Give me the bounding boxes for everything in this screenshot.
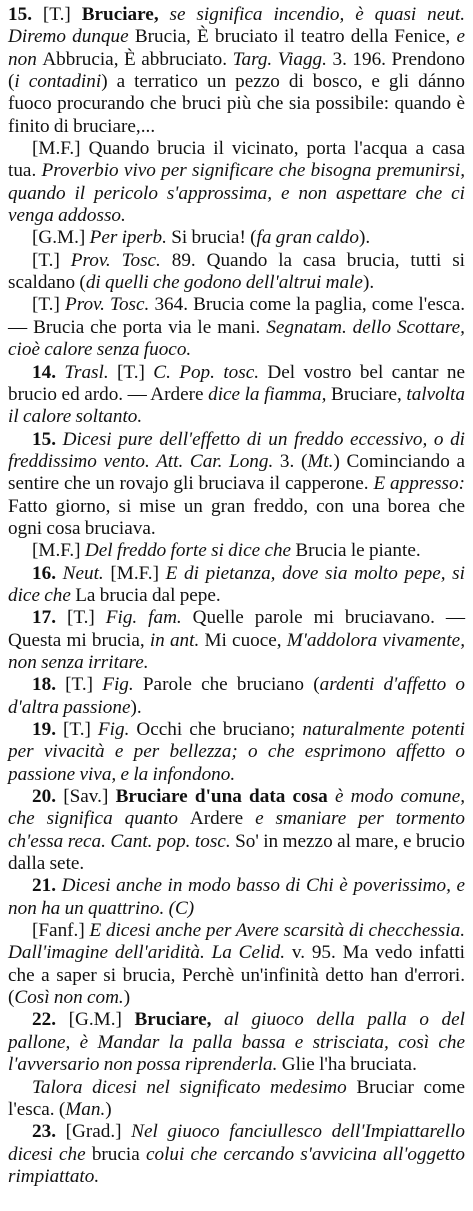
- entry-paragraph-p19: [8, 719, 465, 786]
- text-segment: Proverbio vivo per significare che bisogna premunirsi, quando il pericolo s'approssima, e non aspettare che ci venga addosso.: [8, 160, 465, 227]
- text-segment: talvolta il calore soltanto.: [8, 383, 465, 428]
- text-segment: Bruciare,: [81, 4, 170, 25]
- entry-paragraph-p15c: [8, 227, 465, 249]
- entry-paragraph-p15b: [8, 138, 465, 227]
- text-segment: di quelli che godono dell'altrui male: [85, 272, 363, 294]
- text-segment: e non: [8, 26, 465, 70]
- text-segment: 14.: [32, 361, 65, 383]
- text-segment: [T.]: [66, 607, 106, 629]
- text-segment: [M.F.]: [110, 562, 166, 584]
- text-segment: 21.: [32, 875, 62, 897]
- text-segment: [G.M.]: [32, 227, 90, 249]
- text-segment: 364. Brucia come la paglia, come l'esca. — Brucia che porta via le mani.: [8, 294, 466, 338]
- entry-paragraph-p18: [8, 674, 465, 719]
- text-segment: [Fanf.]: [32, 920, 90, 942]
- text-segment: 18.: [32, 674, 66, 696]
- text-segment: 3. 196. Prendono (: [8, 48, 466, 93]
- text-segment: 16.: [32, 562, 63, 584]
- text-segment: Brucia le piante.: [295, 540, 421, 562]
- text-segment: Fig.: [102, 674, 143, 696]
- text-segment: Fatto giorno, si mise un gran freddo, con una borea che ogni cosa bruciava.: [8, 495, 465, 539]
- entry-paragraph-p21b: [8, 920, 465, 1009]
- text-segment: 3. (: [279, 450, 308, 472]
- text-segment: in ant.: [149, 629, 205, 651]
- text-segment: Glie l'ha bruciata.: [281, 1054, 417, 1076]
- entry-paragraph-p21: [8, 875, 465, 920]
- text-segment: Prov. Tosc.: [70, 249, 172, 271]
- text-segment: [T.]: [117, 361, 154, 383]
- text-segment: So' in mezzo al mare, e brucio dalla sete.: [8, 830, 465, 875]
- text-segment: Del vostro bel cantar ne brucio ed ardo. — Ardere: [8, 361, 465, 405]
- text-segment: Prov. Tosc.: [64, 294, 155, 316]
- text-segment: Ardere: [189, 808, 256, 830]
- text-segment: è modo comune, che significa quanto: [8, 786, 466, 830]
- entry-paragraph-p17: [8, 607, 465, 674]
- text-segment: i contadini: [14, 71, 102, 93]
- text-segment: Segnatam. dello Scottare, cioè calore senza fuoco.: [8, 316, 465, 361]
- text-segment: C. Pop. tosc.: [153, 361, 268, 383]
- text-segment: colui che cercando s'avvicina all'oggetto rimpiattato.: [8, 1143, 465, 1187]
- entry-paragraph-p15: [8, 4, 465, 138]
- text-segment: Targ. Viagg.: [232, 48, 333, 70]
- text-segment: [Grad.]: [65, 1121, 132, 1143]
- text-segment: 17.: [32, 607, 67, 629]
- text-segment: Bruciare,: [330, 383, 407, 405]
- entry-paragraph-p15g: [8, 540, 465, 562]
- entry-paragraph-p16: [8, 563, 465, 608]
- text-segment: Abbrucia, È abbruciato.: [42, 48, 233, 70]
- entry-paragraph-p22b: [8, 1077, 465, 1122]
- text-segment: [T.]: [32, 249, 71, 271]
- text-segment: [M.F.]: [32, 540, 85, 562]
- text-segment: Mt.: [307, 450, 334, 472]
- text-segment: E dicesi anche per: [89, 920, 236, 942]
- text-segment: e smaniare per tormento ch'essa reca. Cant. pop. tosc.: [8, 808, 466, 852]
- text-segment: E di pietanza, dove sia molto pepe, si dice che: [8, 562, 465, 606]
- text-segment: ).: [362, 272, 375, 294]
- entry-paragraph-p22: [8, 1009, 465, 1076]
- text-segment: Bruciar come l'esca. (: [8, 1076, 465, 1120]
- text-segment: Bruciare d'una data cosa: [115, 786, 335, 808]
- text-segment: M'addolora vivamente, non senza irritare.: [8, 629, 465, 673]
- text-segment: Trasl.: [64, 361, 118, 383]
- text-segment: naturalmente potenti per vivacità e per bellezza; o che esprimono affetto o passione viva, e la infondono.: [8, 719, 466, 785]
- text-segment: ).: [130, 696, 142, 718]
- text-segment: ardenti d'affetto o d'altra passione: [8, 674, 465, 718]
- text-segment: [T.]: [65, 674, 103, 696]
- text-segment: Man.: [65, 1098, 106, 1120]
- text-segment: Fig. fam.: [105, 607, 193, 629]
- entry-paragraph-p20: [8, 786, 465, 875]
- text-segment: ): [105, 1098, 112, 1120]
- text-segment: ) a terratico un pezzo di bosco, e gli dánno fuoco procurando che bruci più che sia possibile: quando è finito di bruciare,...: [8, 71, 465, 137]
- text-segment: Quelle parole mi bruciavano. — Questa mi brucia,: [8, 607, 466, 651]
- entry-paragraph-p14: [8, 362, 465, 429]
- text-segment: Avere scarsità di checchessia. Dall'imagine dell'aridità. La Celid.: [8, 920, 465, 964]
- text-segment: 20.: [32, 786, 64, 808]
- text-segment: Brucia, È bruciato il teatro della Fenice,: [134, 26, 457, 48]
- text-segment: , così che l'avversario non possa riprenderla.: [8, 1031, 465, 1076]
- text-segment: 23.: [32, 1121, 66, 1143]
- text-segment: dice la fiamma,: [208, 383, 331, 405]
- text-segment: Bruciare,: [134, 1009, 224, 1031]
- entry-paragraph-p15f: [8, 429, 465, 541]
- text-segment: ).: [358, 227, 371, 249]
- text-segment: 15.: [32, 428, 63, 450]
- text-segment: Fig.: [97, 719, 137, 740]
- text-segment: 15.: [8, 4, 43, 25]
- text-segment: Così non com.: [14, 987, 124, 1009]
- text-segment: Si brucia! (: [171, 227, 257, 249]
- text-segment: 89. Quando la casa brucia, tutti si scaldano (: [8, 249, 465, 294]
- entry-paragraph-p15d: [8, 250, 465, 295]
- text-segment: ): [123, 987, 131, 1009]
- text-segment: Nel giuoco fanciullesco dell'Impiattarello dicesi che: [8, 1121, 465, 1165]
- entry-paragraph-p23: [8, 1121, 465, 1188]
- entry-paragraph-p15e: [8, 294, 465, 361]
- text-segment: Per iperb.: [89, 227, 172, 249]
- text-segment: ) Cominciando a sentire che un rovajo gli bruciava il capperone.: [8, 450, 465, 495]
- text-segment: Occhi che bruciano;: [136, 719, 303, 740]
- text-segment: [T.]: [42, 4, 82, 25]
- text-segment: al giuoco della palla o del pallone, è: [8, 1009, 465, 1053]
- text-segment: Talora dicesi nel significato medesimo: [32, 1076, 357, 1098]
- text-segment: [Sav.]: [63, 786, 116, 808]
- text-segment: Del freddo forte si dice che: [84, 540, 296, 562]
- text-segment: Dicesi pure dell'effetto di un freddo eccessivo, o di freddissimo vento. Att. Car. Long.: [8, 428, 465, 472]
- text-segment: La brucia dal pepe.: [75, 584, 221, 606]
- text-segment: brucia: [91, 1143, 146, 1165]
- text-segment: [G.M.]: [68, 1009, 135, 1031]
- text-segment: fa gran caldo: [256, 227, 359, 249]
- text-segment: [T.]: [63, 719, 98, 740]
- text-segment: [M.F.] Quando brucia il vicinato, porta l'acqua a casa tua.: [8, 138, 465, 182]
- text-segment: 22.: [32, 1009, 69, 1031]
- text-segment: E appresso:: [373, 473, 465, 495]
- text-segment: Neut.: [62, 562, 111, 584]
- text-segment: [T.]: [32, 294, 65, 316]
- text-segment: Mi cuoce,: [204, 629, 287, 651]
- text-segment: se significa incendio, è quasi neut. Diremo dunque: [8, 4, 465, 48]
- text-segment: Dicesi anche in modo basso di Chi è poverissimo, e non ha un quattrino. (C): [8, 875, 466, 919]
- text-segment: Parole che bruciano (: [142, 674, 320, 696]
- text-segment: Mandar la palla bassa e strisciata: [97, 1031, 384, 1053]
- text-segment: v. 95. Ma vedo infatti che a saper si brucia, Perchè un'infinità detto han d'errori. (: [8, 942, 465, 1009]
- text-segment: 19.: [32, 719, 64, 740]
